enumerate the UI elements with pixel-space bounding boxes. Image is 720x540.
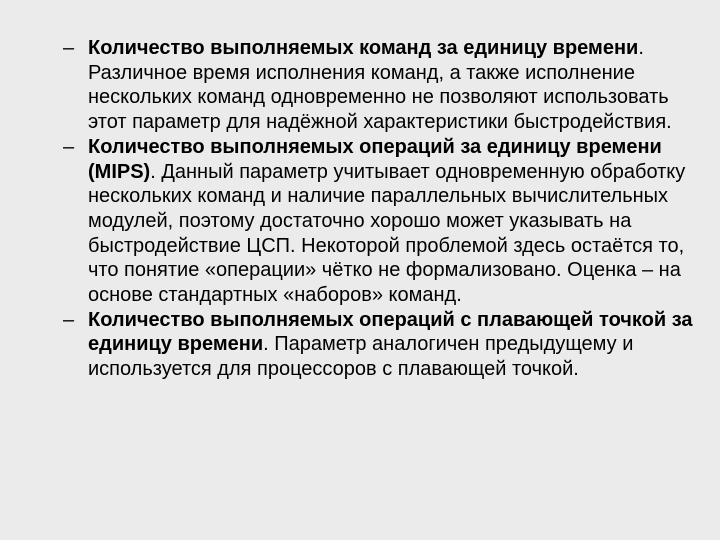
dash-bullet-icon: –: [63, 308, 75, 331]
dash-bullet-icon: –: [63, 135, 75, 158]
bullet-item: [63, 308, 693, 382]
bullet-description: . Различное время исполнения команд, а также исполнение нескольких команд одновременно не позволяют использовать этот параметр для надёжной характеристики быстродействия.: [88, 37, 672, 134]
dash-bullet-icon: –: [63, 37, 75, 59]
bullet-description: . Параметр аналогичен предыдущему и используется для процессоров с плавающей точкой.: [88, 333, 634, 381]
bullet-list: [63, 36, 693, 382]
bullet-item: [63, 135, 693, 308]
bullet-term: Количество выполняемых команд за единицу времени: [88, 37, 639, 59]
bullet-item: [63, 36, 693, 135]
bullet-description: . Данный параметр учитывает одновременную обработку нескольких команд и наличие параллельных вычислительных модулей, поэтому достаточно хорошо может указывать на быстродействие ЦСП. Некоторой проблемой здесь остаётся то, что понятие «операции» чётко не формализовано. Оценка – на основе стандартных «наборов» команд.: [88, 160, 686, 307]
bullet-term: Количество выполняемых операций за единицу времени (MIPS): [88, 135, 662, 183]
bullet-term: Количество выполняемых операций с плавающей точкой за единицу времени: [88, 308, 693, 356]
